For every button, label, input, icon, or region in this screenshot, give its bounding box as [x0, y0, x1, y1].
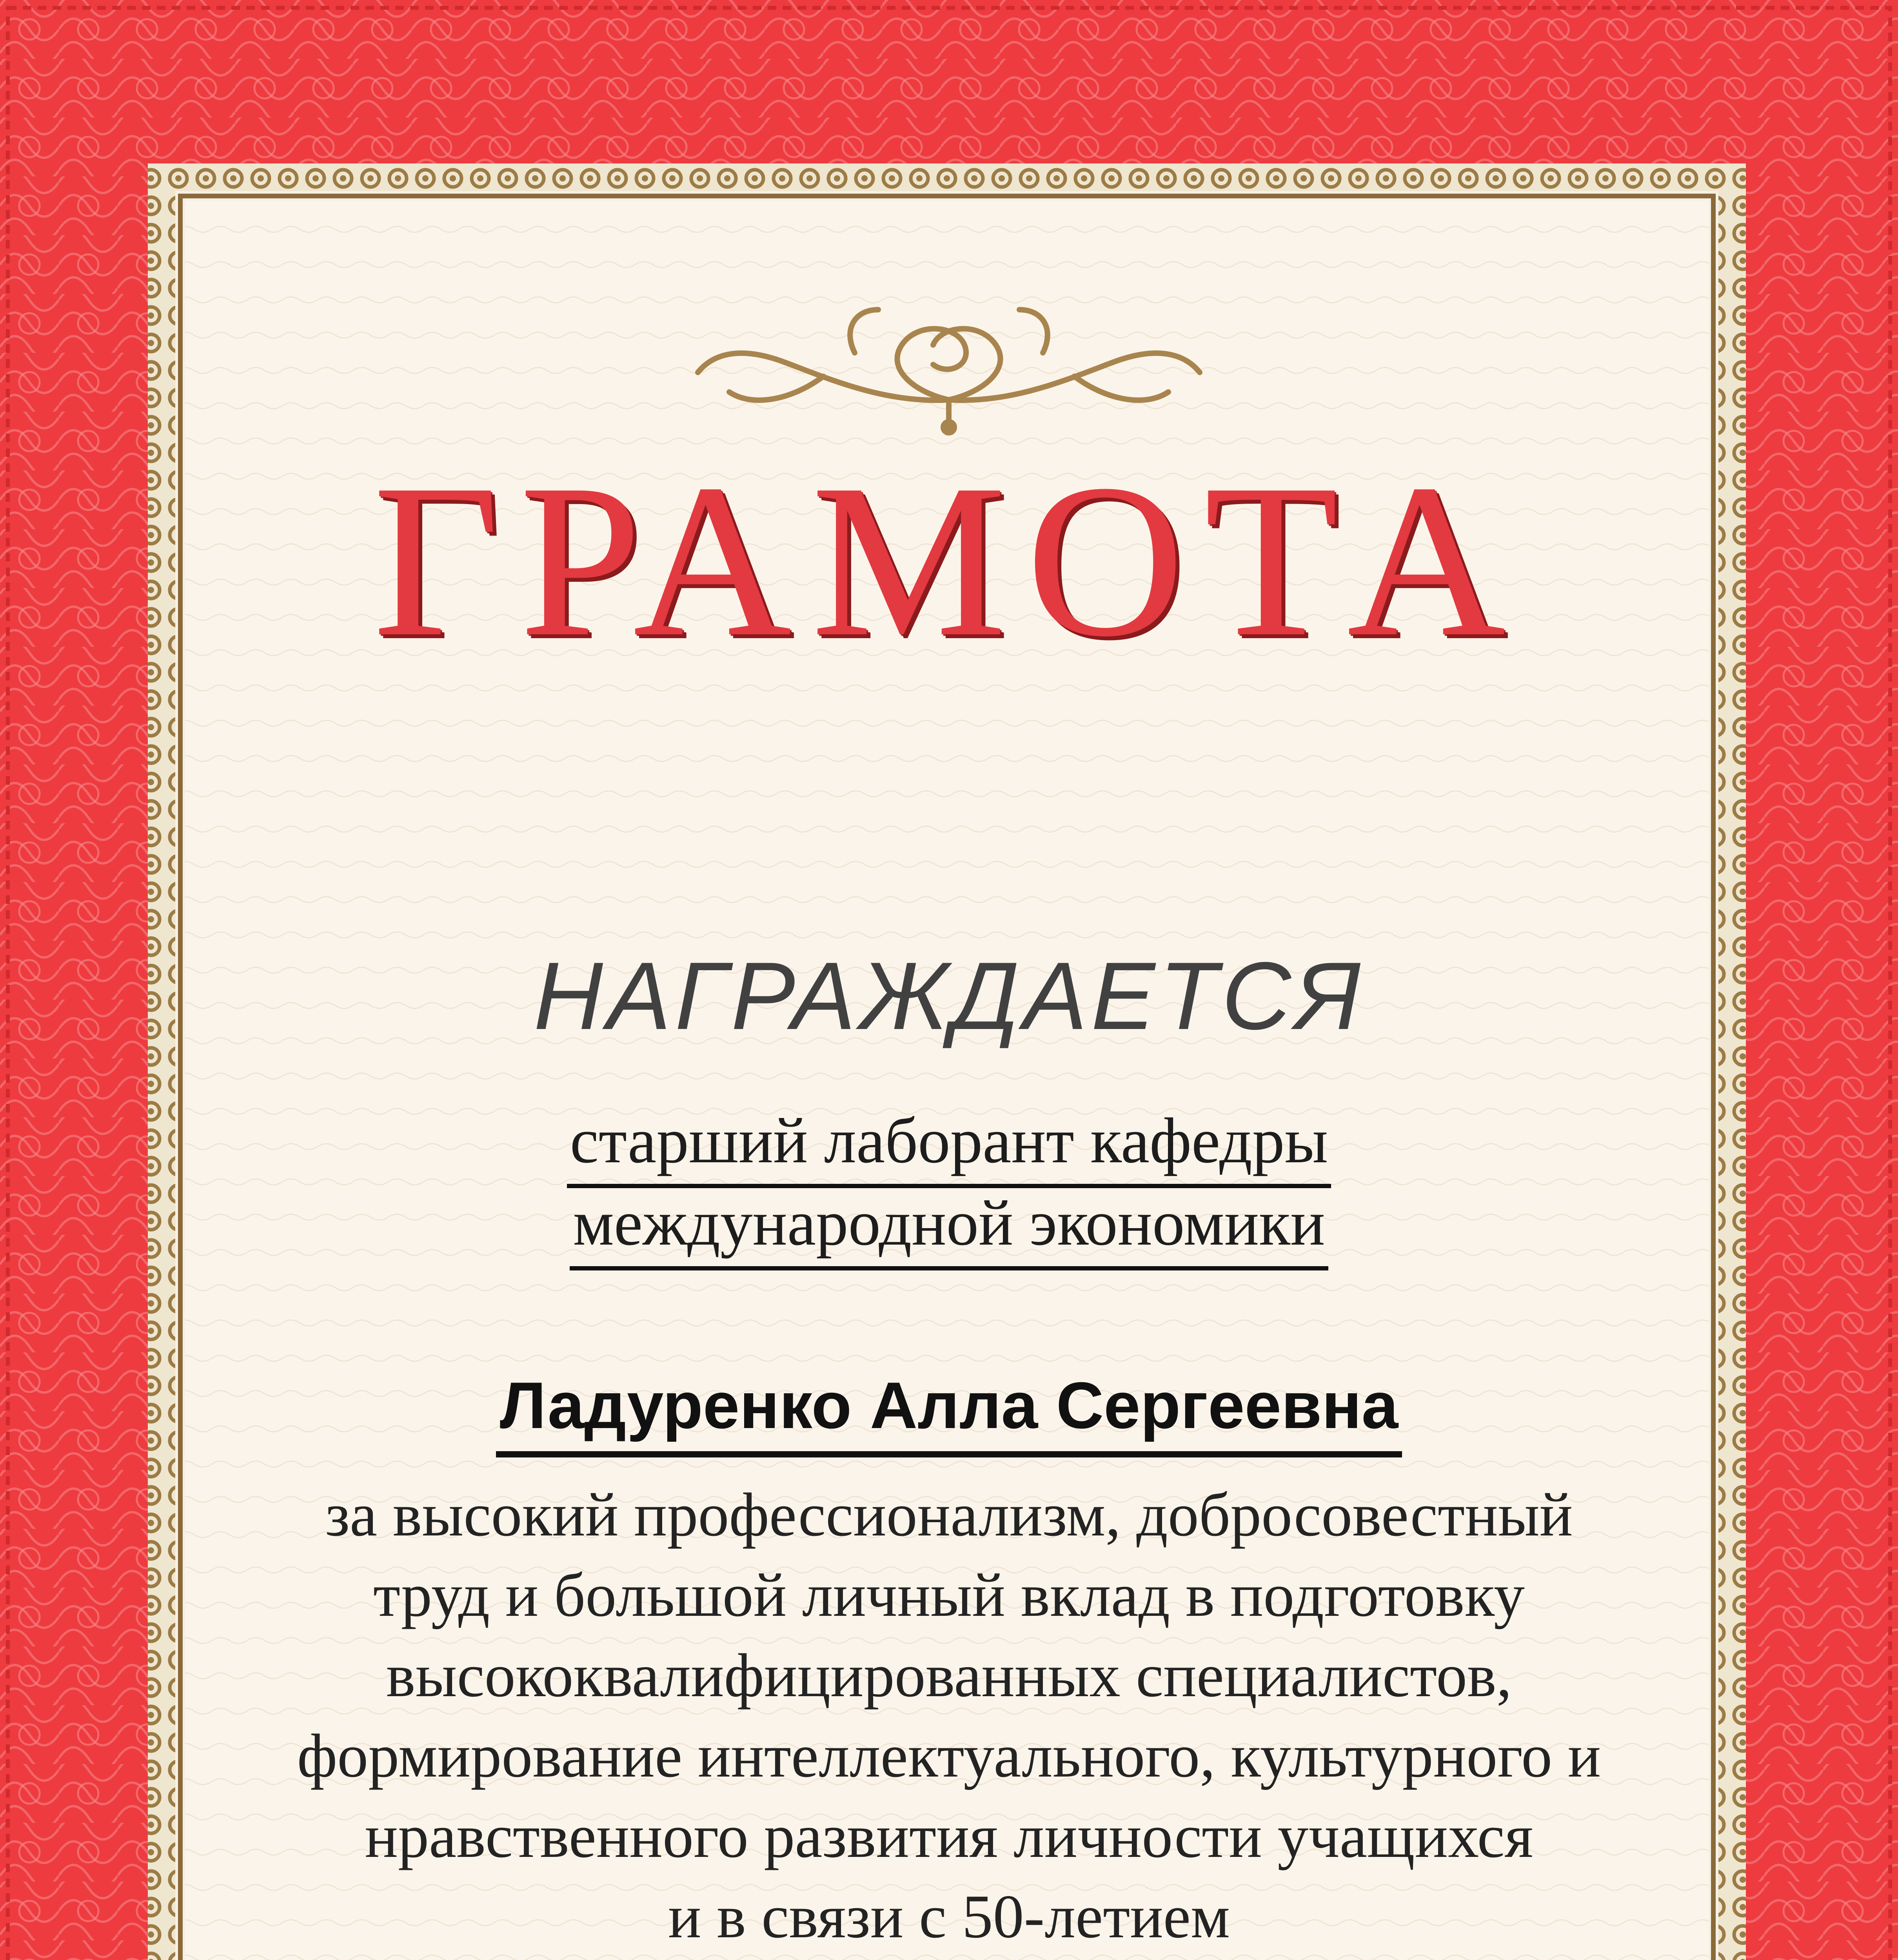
- position-line-1-text: старший лаборант кафедры: [567, 1102, 1331, 1188]
- position-line-1: [0, 1102, 1898, 1188]
- reason-line-6: и в связи с 50-летием: [668, 1882, 1230, 1951]
- reason-line-2: труд и большой личный вклад в подготовку: [373, 1561, 1525, 1630]
- recipient-name: [0, 1364, 1898, 1457]
- reason-line-4: формирование интеллектуального, культурного и: [297, 1722, 1601, 1790]
- reason-line-1: за высокий профессионализм, добросовестный: [325, 1481, 1573, 1549]
- reason-line-3: высококвалифицированных специалистов,: [386, 1641, 1512, 1710]
- certificate-title: ГРАМОТА: [373, 439, 1525, 682]
- position-line-2-text: международной экономики: [570, 1184, 1328, 1270]
- reason-line-5: нравственного развития личности учащихся: [365, 1802, 1533, 1871]
- recipient-name-text: Ладуренко Алла Сергеевна: [496, 1364, 1402, 1457]
- awarded-heading: НАГРАЖДАЕТСЯ: [534, 942, 1364, 1049]
- position-line-2: [0, 1184, 1898, 1270]
